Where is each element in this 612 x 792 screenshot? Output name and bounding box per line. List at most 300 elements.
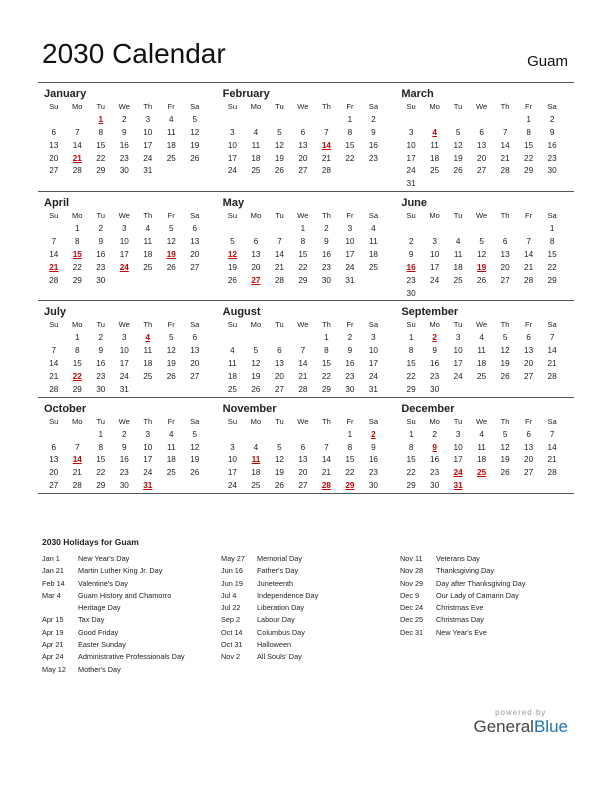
weekday-header: Su bbox=[49, 320, 59, 330]
weekday-header: Tu bbox=[453, 102, 463, 111]
day-cell: 22 bbox=[345, 153, 355, 163]
day-cell: 14 bbox=[298, 359, 308, 369]
weekday-header: Fr bbox=[167, 416, 175, 426]
holiday-item bbox=[221, 627, 400, 639]
day-cell: 17 bbox=[119, 359, 129, 369]
day-cell: 7 bbox=[549, 333, 555, 343]
day-cell: 14 bbox=[547, 346, 557, 356]
day-cell: 27 bbox=[524, 468, 534, 478]
day-cell: 6 bbox=[51, 442, 57, 452]
day-cell: 13 bbox=[298, 455, 308, 465]
day-cell: 28 bbox=[547, 468, 557, 478]
day-cell: 11 bbox=[477, 346, 486, 356]
day-cell: 12 bbox=[274, 140, 284, 150]
day-cell: 23 bbox=[119, 468, 129, 478]
day-cell: 10 bbox=[143, 442, 153, 452]
weekday-header: Sa bbox=[190, 320, 200, 330]
holiday-date: Mar 4 bbox=[42, 590, 61, 600]
day-cell: 19 bbox=[500, 359, 510, 369]
holiday-name: Valentine's Day bbox=[78, 578, 128, 588]
holiday-item bbox=[221, 639, 400, 651]
day-grid bbox=[42, 210, 217, 287]
weekday-header: Sa bbox=[368, 102, 379, 111]
holiday-name: Labour Day bbox=[257, 615, 295, 625]
month-name: March bbox=[401, 88, 434, 100]
day-cell: 16 bbox=[321, 249, 331, 259]
weekday-header: Th bbox=[143, 416, 153, 426]
day-cell: 29 bbox=[406, 384, 416, 394]
day-cell: 10 bbox=[406, 140, 416, 150]
day-cell: 20 bbox=[298, 468, 308, 478]
day-cell: 28 bbox=[49, 275, 59, 285]
month-name: May bbox=[222, 197, 245, 210]
empty-cell bbox=[66, 429, 90, 442]
day-cell: 25 bbox=[143, 262, 153, 272]
day-cell: 12 bbox=[477, 249, 487, 259]
holiday-date: Jan 21 bbox=[42, 566, 64, 576]
day-cell: 1 bbox=[347, 429, 353, 439]
day-cell: 10 bbox=[119, 346, 129, 356]
day-cell: 4 bbox=[371, 224, 376, 234]
day-cell: 29 bbox=[72, 384, 82, 394]
holiday-item bbox=[221, 590, 400, 602]
holiday-item bbox=[42, 639, 221, 651]
weekday-header: Fr bbox=[346, 102, 354, 111]
day-cell: 18 bbox=[143, 359, 153, 369]
holiday-name: Mother's Day bbox=[78, 664, 121, 674]
day-cell: 10 bbox=[119, 237, 129, 247]
weekday-header: Su bbox=[406, 416, 416, 426]
holiday-day: 21 bbox=[49, 262, 59, 272]
empty-cell bbox=[446, 223, 470, 236]
holiday-item bbox=[42, 553, 221, 565]
month-october bbox=[38, 398, 217, 493]
weekday-header: Su bbox=[227, 102, 238, 111]
holiday-name: Veterans Day bbox=[436, 554, 480, 563]
day-cell: 12 bbox=[166, 237, 176, 247]
day-cell: 2 bbox=[432, 429, 437, 439]
day-cell: 24 bbox=[430, 275, 440, 285]
day-cell: 17 bbox=[406, 153, 416, 163]
weekday-header: Mo bbox=[71, 102, 83, 111]
empty-cell bbox=[399, 223, 423, 236]
holiday-date: Oct 31 bbox=[221, 640, 243, 650]
day-cell: 9 bbox=[121, 442, 127, 452]
day-cell: 28 bbox=[298, 384, 308, 394]
weekday-header: Fr bbox=[525, 102, 533, 111]
holiday-date: Dec 24 bbox=[400, 603, 424, 613]
weekday-header: Fr bbox=[525, 416, 533, 426]
day-cell: 2 bbox=[371, 114, 376, 124]
day-cell: 12 bbox=[500, 346, 510, 356]
weekday-header: Mo bbox=[71, 320, 83, 330]
day-cell: 10 bbox=[453, 346, 463, 356]
day-cell: 24 bbox=[453, 372, 463, 382]
day-cell: 30 bbox=[96, 275, 106, 285]
day-grid bbox=[42, 319, 217, 396]
day-cell: 27 bbox=[49, 166, 59, 176]
day-cell: 8 bbox=[74, 237, 80, 247]
holiday-day: 2 bbox=[371, 429, 376, 439]
empty-cell bbox=[42, 429, 66, 442]
month-november bbox=[217, 398, 396, 493]
holiday-date: Jul 4 bbox=[221, 590, 237, 600]
weekday-header: Tu bbox=[96, 211, 106, 221]
day-cell: 10 bbox=[368, 346, 378, 356]
day-cell: 25 bbox=[166, 153, 176, 163]
day-cell: 30 bbox=[345, 384, 355, 394]
day-cell: 1 bbox=[324, 333, 329, 343]
day-cell: 6 bbox=[479, 127, 484, 137]
weekday-header: Th bbox=[500, 416, 510, 426]
holiday-day: 11 bbox=[251, 455, 261, 465]
day-cell: 26 bbox=[274, 481, 284, 491]
weekday-header: Sa bbox=[368, 320, 379, 330]
month-row bbox=[38, 398, 574, 494]
empty-cell bbox=[66, 114, 90, 127]
day-cell: 31 bbox=[119, 384, 129, 394]
day-cell: 16 bbox=[547, 140, 557, 150]
weekday-header: Sa bbox=[368, 416, 379, 426]
day-cell: 23 bbox=[368, 468, 378, 478]
weekday-header: Mo bbox=[429, 320, 440, 330]
day-cell: 23 bbox=[345, 372, 355, 382]
day-cell: 6 bbox=[277, 346, 282, 356]
day-cell: 20 bbox=[500, 262, 510, 272]
day-cell: 6 bbox=[253, 237, 259, 247]
day-cell: 21 bbox=[49, 372, 59, 382]
day-cell: 26 bbox=[500, 468, 510, 478]
holiday-day: 2 bbox=[432, 333, 437, 343]
day-cell: 15 bbox=[72, 359, 82, 369]
day-cell: 22 bbox=[406, 468, 416, 478]
holiday-day: 15 bbox=[72, 249, 82, 259]
day-cell: 30 bbox=[96, 384, 106, 394]
weekday-header: Sa bbox=[547, 211, 557, 221]
holiday-name: Independence Day bbox=[257, 590, 319, 600]
month-june bbox=[395, 192, 574, 300]
holiday-date: May 27 bbox=[221, 554, 245, 563]
day-cell: 11 bbox=[228, 359, 237, 369]
day-cell: 19 bbox=[227, 262, 237, 272]
holiday-name: Guam History and Chamorro bbox=[78, 590, 172, 600]
day-cell: 30 bbox=[430, 481, 440, 491]
empty-cell bbox=[244, 223, 268, 236]
day-cell: 16 bbox=[119, 455, 129, 465]
day-grid bbox=[42, 416, 217, 493]
day-cell: 20 bbox=[477, 153, 487, 163]
holiday-item bbox=[42, 602, 221, 614]
day-cell: 28 bbox=[49, 384, 59, 394]
holiday-day: 12 bbox=[227, 249, 237, 259]
day-cell: 21 bbox=[500, 153, 510, 163]
day-cell: 25 bbox=[368, 262, 378, 272]
holiday-name: Halloween bbox=[257, 640, 292, 650]
day-cell: 6 bbox=[192, 224, 198, 234]
day-cell: 22 bbox=[72, 262, 82, 272]
holiday-name: Our Lady of Camarin Day bbox=[436, 590, 519, 600]
holiday-name: New Year's Day bbox=[78, 554, 130, 563]
weekday-header: Mo bbox=[429, 102, 440, 111]
holiday-name: Tax Day bbox=[78, 615, 105, 625]
holiday-item bbox=[400, 590, 526, 602]
day-cell: 12 bbox=[500, 442, 510, 452]
day-cell: 19 bbox=[274, 153, 284, 163]
day-cell: 11 bbox=[430, 140, 439, 150]
page-title: 2030 Calendar bbox=[42, 38, 226, 69]
day-cell: 20 bbox=[190, 359, 200, 369]
day-cell: 12 bbox=[251, 359, 261, 369]
holiday-date: Apr 21 bbox=[42, 640, 64, 650]
empty-cell bbox=[42, 223, 66, 236]
day-cell: 9 bbox=[121, 127, 127, 137]
day-cell: 17 bbox=[453, 359, 463, 369]
day-cell: 13 bbox=[477, 140, 487, 150]
day-cell: 21 bbox=[274, 262, 284, 272]
weekday-header: Tu bbox=[275, 102, 284, 111]
month-july bbox=[38, 301, 217, 396]
day-cell: 27 bbox=[274, 384, 284, 394]
day-cell: 2 bbox=[98, 224, 104, 234]
day-cell: 18 bbox=[227, 372, 237, 382]
day-cell: 9 bbox=[324, 237, 329, 247]
day-cell: 9 bbox=[98, 346, 104, 356]
holiday-date: Sep 2 bbox=[221, 615, 241, 625]
weekday-header: We bbox=[118, 416, 130, 426]
weekday-header: Su bbox=[49, 416, 59, 426]
weekday-header: Tu bbox=[453, 211, 463, 221]
day-cell: 7 bbox=[300, 346, 306, 356]
day-cell: 30 bbox=[321, 275, 331, 285]
day-cell: 9 bbox=[371, 442, 376, 452]
holiday-date: May 12 bbox=[42, 664, 66, 674]
day-cell: 11 bbox=[167, 442, 176, 452]
day-cell: 11 bbox=[251, 140, 261, 150]
empty-cell bbox=[244, 114, 268, 127]
day-cell: 21 bbox=[547, 455, 557, 465]
day-cell: 5 bbox=[502, 429, 508, 439]
day-cell: 19 bbox=[274, 468, 284, 478]
brand-blue: Blue bbox=[533, 717, 568, 736]
day-cell: 29 bbox=[298, 275, 308, 285]
day-cell: 25 bbox=[166, 468, 176, 478]
weekday-header: Th bbox=[321, 416, 331, 426]
weekday-header: Fr bbox=[525, 320, 533, 330]
holiday-item bbox=[42, 614, 221, 626]
month-row bbox=[38, 301, 574, 397]
day-cell: 23 bbox=[119, 153, 129, 163]
empty-cell bbox=[42, 332, 66, 345]
day-cell: 8 bbox=[98, 127, 104, 137]
weekday-header: Su bbox=[227, 211, 238, 221]
holiday-name: Easter Sunday bbox=[78, 640, 126, 650]
empty-cell bbox=[268, 332, 292, 345]
day-cell: 26 bbox=[477, 275, 487, 285]
day-cell: 6 bbox=[300, 442, 306, 452]
day-cell: 11 bbox=[477, 442, 486, 452]
weekday-header: Fr bbox=[346, 320, 354, 330]
day-cell: 3 bbox=[432, 237, 437, 247]
day-cell: 1 bbox=[408, 429, 414, 439]
day-cell: 15 bbox=[321, 359, 331, 369]
day-cell: 28 bbox=[274, 275, 284, 285]
day-cell: 15 bbox=[298, 249, 308, 259]
day-cell: 30 bbox=[430, 384, 440, 394]
month-april bbox=[38, 192, 217, 300]
day-cell: 8 bbox=[347, 127, 353, 137]
day-cell: 13 bbox=[251, 249, 261, 259]
day-cell: 4 bbox=[168, 429, 174, 439]
day-cell: 14 bbox=[49, 359, 59, 369]
day-cell: 17 bbox=[227, 153, 237, 163]
day-cell: 3 bbox=[371, 333, 376, 343]
holiday-item bbox=[221, 614, 400, 626]
day-cell: 8 bbox=[347, 442, 353, 452]
weekday-header: We bbox=[297, 416, 309, 426]
day-cell: 7 bbox=[51, 237, 57, 247]
month-row bbox=[38, 83, 574, 192]
day-cell: 3 bbox=[230, 127, 235, 137]
day-cell: 6 bbox=[526, 333, 531, 343]
day-cell: 14 bbox=[500, 140, 510, 150]
holiday-item bbox=[42, 627, 221, 639]
weekday-header: Tu bbox=[453, 320, 463, 330]
day-cell: 12 bbox=[453, 140, 463, 150]
day-cell: 31 bbox=[368, 384, 378, 394]
holiday-item bbox=[42, 664, 221, 676]
day-cell: 29 bbox=[96, 481, 106, 491]
holidays-section bbox=[42, 537, 582, 676]
day-cell: 6 bbox=[526, 429, 531, 439]
country-label: Guam bbox=[527, 53, 568, 70]
weekday-header: Sa bbox=[190, 211, 200, 221]
day-cell: 10 bbox=[227, 455, 237, 465]
holiday-date: Jul 22 bbox=[221, 603, 241, 613]
day-cell: 7 bbox=[74, 442, 80, 452]
day-cell: 24 bbox=[143, 153, 153, 163]
day-cell: 3 bbox=[121, 224, 127, 234]
day-cell: 20 bbox=[49, 468, 59, 478]
weekday-header: Sa bbox=[190, 416, 200, 426]
day-cell: 9 bbox=[408, 249, 414, 259]
day-cell: 10 bbox=[453, 442, 463, 452]
day-cell: 28 bbox=[72, 166, 82, 176]
day-grid bbox=[399, 101, 574, 191]
day-cell: 7 bbox=[51, 346, 57, 356]
day-cell: 26 bbox=[166, 262, 176, 272]
day-grid bbox=[399, 210, 574, 300]
day-cell: 7 bbox=[526, 237, 531, 247]
day-cell: 28 bbox=[524, 275, 534, 285]
day-cell: 1 bbox=[347, 114, 353, 124]
weekday-header: Fr bbox=[167, 211, 175, 221]
day-cell: 24 bbox=[227, 166, 237, 176]
holiday-name: Juneteenth bbox=[257, 578, 294, 588]
holiday-name: Memorial Day bbox=[257, 554, 303, 563]
day-cell: 1 bbox=[300, 224, 306, 234]
weekday-header: Tu bbox=[96, 320, 106, 330]
day-cell: 2 bbox=[121, 114, 127, 124]
day-cell: 26 bbox=[227, 275, 237, 285]
day-cell: 25 bbox=[227, 384, 237, 394]
holiday-day: 24 bbox=[119, 262, 129, 272]
day-cell: 15 bbox=[96, 140, 106, 150]
day-cell: 29 bbox=[96, 166, 106, 176]
day-cell: 20 bbox=[251, 262, 261, 272]
empty-cell bbox=[244, 429, 268, 442]
holiday-item bbox=[221, 578, 400, 590]
empty-cell bbox=[221, 114, 245, 127]
day-cell: 2 bbox=[98, 333, 104, 343]
weekday-header: Mo bbox=[429, 416, 440, 426]
weekday-header: Su bbox=[406, 211, 416, 221]
day-cell: 13 bbox=[190, 237, 200, 247]
holiday-name: Heritage Day bbox=[78, 603, 121, 613]
holiday-date: Jun 19 bbox=[221, 578, 243, 588]
day-cell: 5 bbox=[277, 442, 282, 452]
day-cell: 16 bbox=[430, 455, 440, 465]
day-cell: 23 bbox=[430, 468, 440, 478]
day-cell: 15 bbox=[345, 455, 355, 465]
day-cell: 15 bbox=[547, 249, 557, 259]
day-cell: 6 bbox=[51, 127, 57, 137]
day-cell: 13 bbox=[524, 442, 534, 452]
day-cell: 22 bbox=[547, 262, 557, 272]
day-cell: 5 bbox=[253, 346, 259, 356]
day-cell: 1 bbox=[408, 333, 414, 343]
day-cell: 23 bbox=[406, 275, 416, 285]
day-cell: 25 bbox=[251, 481, 261, 491]
day-cell: 18 bbox=[477, 359, 487, 369]
day-cell: 18 bbox=[477, 455, 487, 465]
empty-cell bbox=[315, 114, 339, 127]
weekday-header: Sa bbox=[547, 102, 557, 111]
month-name: December bbox=[401, 402, 455, 415]
day-cell: 19 bbox=[166, 359, 176, 369]
day-cell: 14 bbox=[547, 442, 557, 452]
day-cell: 3 bbox=[145, 429, 151, 439]
weekday-header: Th bbox=[321, 211, 331, 221]
holiday-day: 28 bbox=[321, 481, 331, 491]
empty-cell bbox=[268, 223, 292, 236]
holiday-day: 31 bbox=[453, 481, 463, 491]
empty-cell bbox=[446, 114, 470, 127]
month-name: February bbox=[222, 88, 270, 100]
holiday-day: 4 bbox=[145, 333, 151, 343]
holiday-column bbox=[400, 553, 526, 676]
weekday-header: Sa bbox=[547, 320, 557, 330]
powered-by-text: powered by bbox=[495, 708, 547, 717]
day-cell: 13 bbox=[500, 249, 510, 259]
day-cell: 16 bbox=[430, 359, 440, 369]
empty-cell bbox=[244, 332, 268, 345]
holiday-item bbox=[221, 602, 400, 614]
weekday-header: Su bbox=[49, 211, 59, 221]
empty-cell bbox=[493, 114, 517, 127]
weekday-header: Th bbox=[143, 211, 153, 221]
holiday-day: 4 bbox=[432, 127, 437, 137]
day-cell: 18 bbox=[430, 153, 440, 163]
holiday-name: Christmas Eve bbox=[436, 603, 484, 613]
day-cell: 5 bbox=[192, 114, 198, 124]
holiday-item bbox=[42, 651, 221, 663]
day-cell: 28 bbox=[72, 481, 82, 491]
day-cell: 30 bbox=[368, 481, 378, 491]
day-cell: 2 bbox=[324, 224, 329, 234]
day-grid bbox=[399, 416, 574, 493]
day-cell: 1 bbox=[98, 429, 104, 439]
weekday-header: We bbox=[297, 320, 309, 330]
